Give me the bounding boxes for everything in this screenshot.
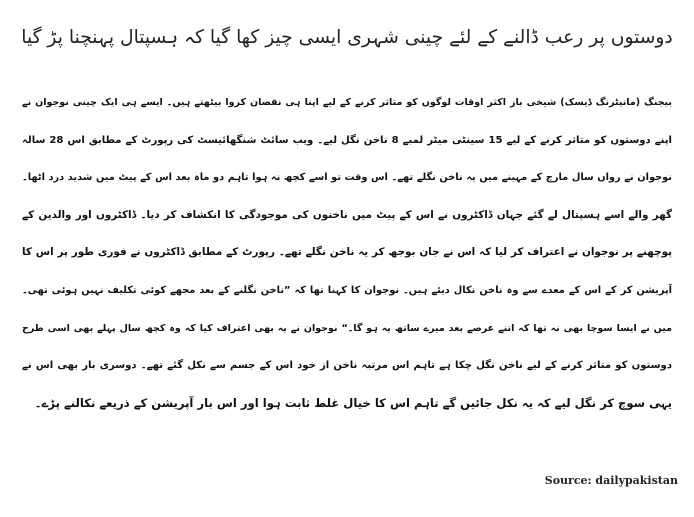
article-line: پوچھنے پر نوجوان نے اعتراف کر لیا کہ اس نے جان بوجھ کر یہ ناخن نگلے تھے۔ رپورٹ کے مطابق ڈاکٹروں نے فوری طور پر اس کا [22, 246, 672, 259]
source-credit: Source: dailypakistan [544, 474, 678, 487]
article-line: یہی سوچ کر نگل لیے کہ یہ نکل جائیں گے تاہم اس کا خیال غلط ثابت ہوا اور اس بار آپریشن کے ذریعے نکالنے پڑے۔ [34, 395, 672, 410]
article-line: گھر والے اسے ہسپتال لے گئے جہاں ڈاکٹروں نے اس کے پیٹ میں ناخنوں کی موجودگی کا انکشاف کر دیا۔ ڈاکٹروں اور والدین کے [22, 208, 672, 221]
article-line: اپنے دوستوں کو متاثر کرنے کے لیے 15 سینٹی میٹر لمبے 8 ناخن نگل لیے۔ ویب سائٹ شنگھائیسٹ کی رپورٹ کے مطابق اس 28 سالہ [22, 134, 672, 146]
article-line: میں نے ایسا سوچا بھی نہ تھا کہ اتنے عرصے بعد میرے ساتھ یہ ہو گا۔“ نوجوان نے یہ بھی اعتراف کیا کہ وہ کچھ سال پہلے بھی اسی طرح [22, 322, 672, 334]
article-line: نوجوان نے رواں سال مارچ کے مہینے میں یہ ناخن نگلے تھے۔ اس وقت تو اسے کچھ نہ ہوا تاہم دو ماہ بعد اس کے پیٹ میں شدید درد اٹھا۔ [22, 172, 672, 184]
article-line: دوستوں کو متاثر کرنے کے لیے ناخن نگل چکا ہے تاہم اس مرتبہ ناخن از خود اس کے جسم سے نکل گئے تھے۔ دوسری بار بھی اس نے [22, 360, 672, 372]
article-body [22, 84, 672, 422]
article-line: آپریشن کر کے اس کے معدے سے وہ ناخن نکال دیئے ہیں۔ نوجوان کا کہنا تھا کہ ”ناخن نگلنے کے بعد مجھے کوئی تکلیف نہیں ہوئی تھی۔ [22, 284, 672, 296]
article-line: بیجنگ (مانیٹرنگ ڈیسک) شیخی باز اکثر اوقات لوگوں کو متاثر کرنے کے لیے اپنا ہی نقصان کروا بیٹھتے ہیں۔ ایسے ہی ایک چینی نوجوان نے [22, 97, 672, 108]
headline: دوستوں پر رعب ڈالنے کے لئے چینی شہری ایسی چیز کھا گیا کہ ہسپتال پہنچنا پڑ گیا [21, 27, 673, 48]
